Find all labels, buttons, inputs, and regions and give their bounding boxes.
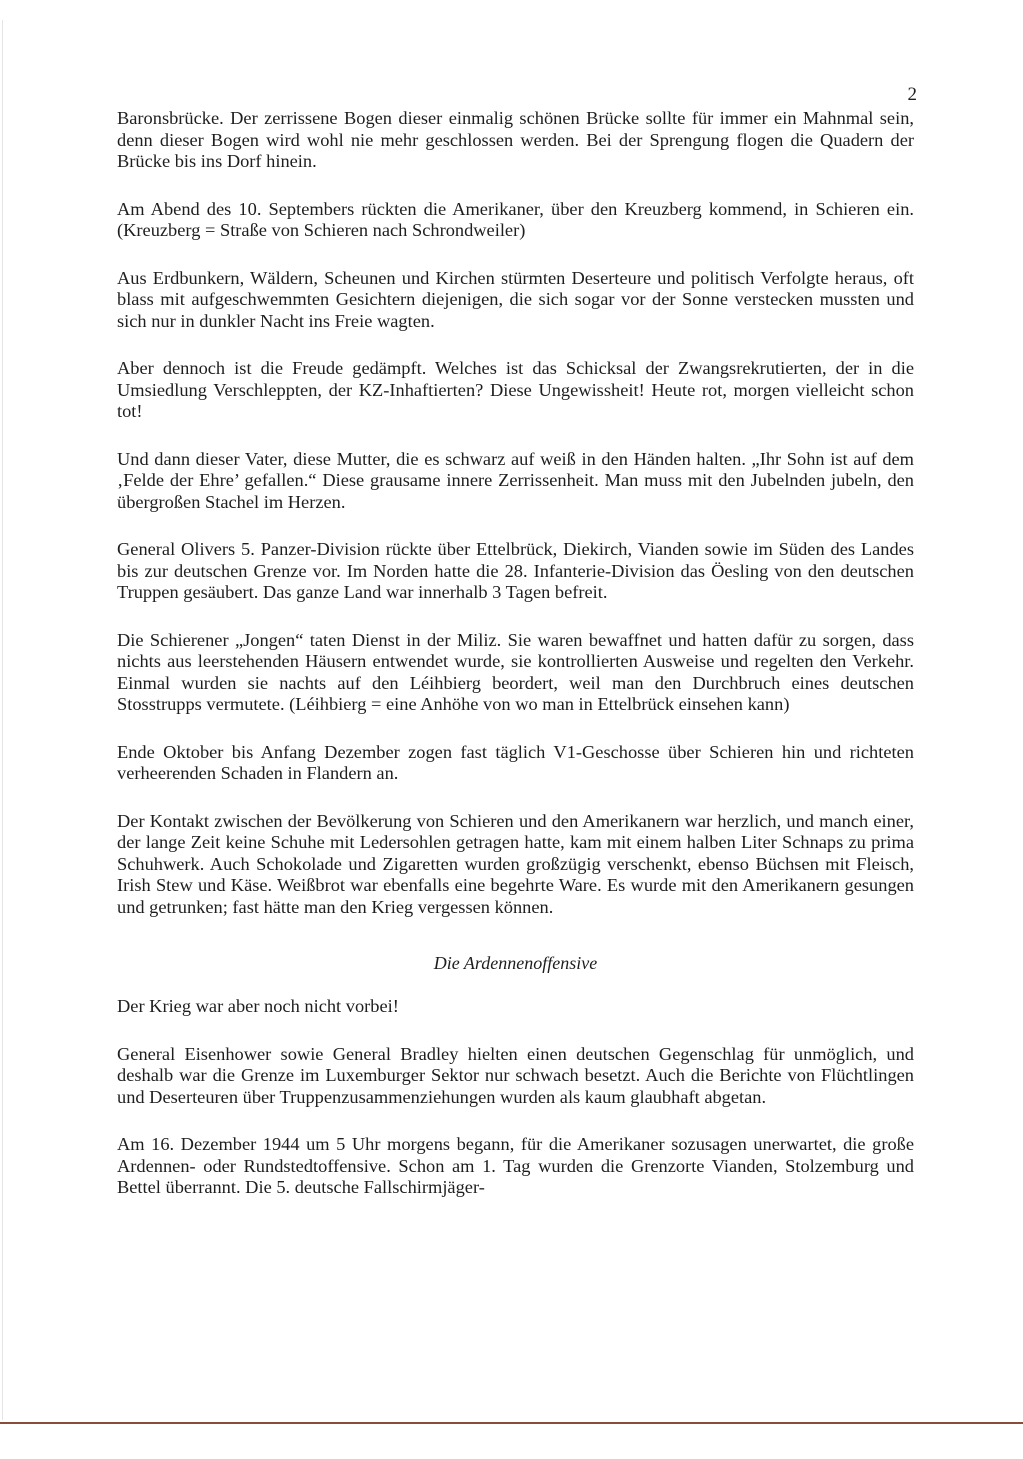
paragraph: Ende Oktober bis Anfang Dezember zogen fast täglich V1-Geschosse über Schieren hin und richteten verheerenden Schaden in Flandern an. <box>117 741 914 783</box>
section-heading: Die Ardennenoffensive <box>433 953 598 973</box>
page-left-edge <box>2 20 3 1420</box>
paragraph: General Eisenhower sowie General Bradley hielten einen deutschen Gegenschlag für unmöglich, und deshalb war die Grenze im Luxemburger Sektor nur schwach besetzt. Auch die Berichte von Flüchtlingen und Deserteuren über Truppenzusammenziehungen wurden als kaum glaubhaft abgetan. <box>117 1043 914 1107</box>
paragraph: Baronsbrücke. Der zerrissene Bogen dieser einmalig schönen Brücke sollte für immer ein Mahnmal sein, denn dieser Bogen wird wohl nie mehr geschlossen werden. Bei der Sprengung flogen die Quadern der Brücke bis ins Dorf hinein. <box>117 108 914 171</box>
paragraph: Die Schierener „Jongen“ taten Dienst in der Miliz. Sie waren bewaffnet und hatten dafür zu sorgen, dass nichts aus leerstehenden Häusern entwendet wurde, sie kontrollierten Ausweise und regelten den Verkehr. Einmal wurden sie nachts auf den Léihbierg beordert, weil man den Durchbruch eines deutschen Stosstrupps vermutete. (Léihbierg = eine Anhöhe von wo man in Ettelbrück einsehen kann) <box>117 629 914 714</box>
paragraph: General Olivers 5. Panzer-Division rückte über Ettelbrück, Diekirch, Vianden sowie im Süden des Landes bis zur deutschen Grenze vor. Im Norden hatte die 28. Infanterie-Division das Öesling von den deutschen Truppen gesäubert. Das ganze Land war innerhalb 3 Tagen befreit. <box>117 539 914 602</box>
paragraph: Aus Erdbunkern, Wäldern, Scheunen und Kirchen stürmten Deserteure und politisch Verfolgte heraus, oft blass mit aufgeschwemmten Gesichtern diejenigen, die sich sogar vor der Sonne verstecken mussten und sich nur in dunkler Nacht ins Freie wagten. <box>117 267 914 331</box>
page-number: 2 <box>907 84 917 105</box>
paragraph: Am 16. Dezember 1944 um 5 Uhr morgens begann, für die Amerikaner sozusagen unerwartet, die große Ardennen- oder Rundstedtoffensive. Schon am 1. Tag wurden die Grenzorte Vianden, Stolzemburg und Bettel überrannt. Die 5. deutsche Fallschirmjäger- <box>117 1134 914 1197</box>
paragraph: Der Kontakt zwischen der Bevölkerung von Schieren und den Amerikanern war herzlich, und manch einer, der lange Zeit keine Schuhe mit Ledersohlen getragen hatte, kam mit einem halben Liter Schnaps zu prima Schuhwerk. Auch Schokolade und Zigaretten wurden großzügig verschenkt, ebenso Büchsen mit Fleisch, Irish Stew und Käse. Weißbrot war ebenfalls eine begehrte Ware. Es wurde mit den Amerikanern gesungen und getrunken; fast hätte man den Krieg vergessen können. <box>117 810 914 917</box>
paragraph: Und dann dieser Vater, diese Mutter, die es schwarz auf weiß in den Händen halten. „Ihr Sohn ist auf dem ‚Felde der Ehre’ gefallen.“ Diese grausame innere Zerrissenheit. Man muss mit den Jubelnden jubeln, den übergroßen Stachel im Herzen. <box>117 448 914 512</box>
paragraph: Der Krieg war aber noch nicht vorbei! <box>117 996 399 1016</box>
document-body <box>117 108 914 1225</box>
paragraph: Aber dennoch ist die Freude gedämpft. Welches ist das Schicksal der Zwangsrekrutierten, der in die Umsiedlung Verschleppten, der KZ-Inhaftierten? Diese Ungewissheit! Heute rot, morgen vielleicht schon tot! <box>117 358 914 421</box>
paragraph: Am Abend des 10. Septembers rückten die Amerikaner, über den Kreuzberg kommend, in Schieren ein. (Kreuzberg = Straße von Schieren nach Schrondweiler) <box>117 198 914 240</box>
bottom-rule <box>0 1422 1023 1424</box>
